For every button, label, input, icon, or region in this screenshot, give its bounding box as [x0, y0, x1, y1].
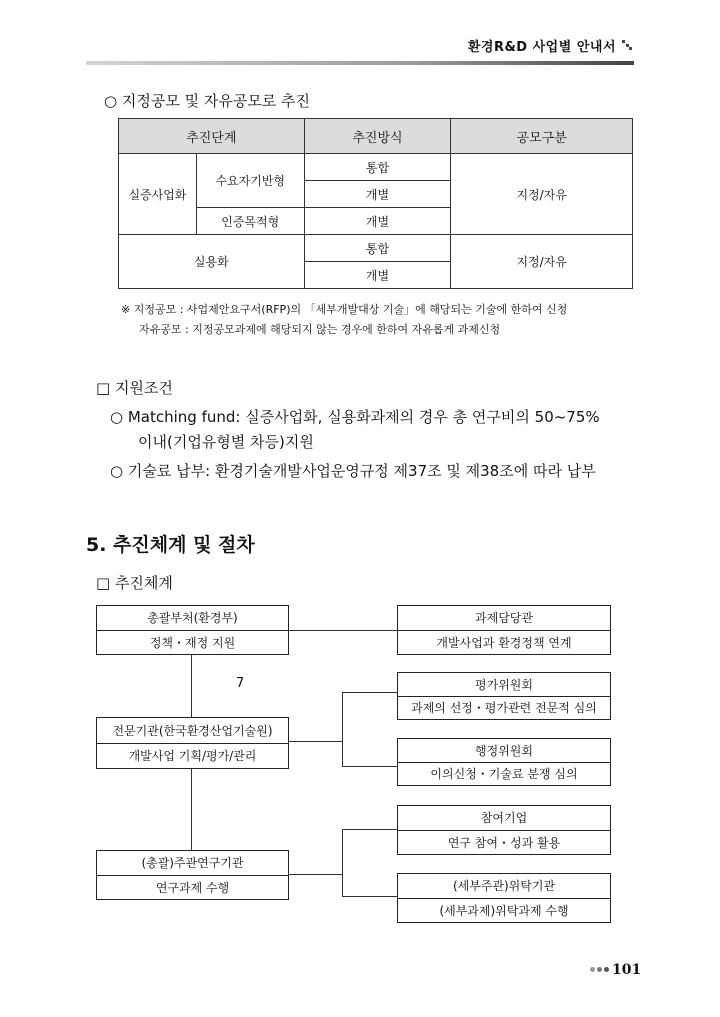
- box-role: 연구과제 수행: [97, 875, 288, 900]
- support-heading: □ 지원조건: [96, 379, 173, 397]
- box-role: 정책・재정 지원: [97, 630, 288, 655]
- intro-bullet: ○ 지정공모 및 자유공모로 추진: [104, 92, 311, 110]
- connector-line: [342, 692, 343, 767]
- box-title: (세부주관)위탁기관: [452, 879, 556, 894]
- box-title: 참여기업: [480, 811, 528, 826]
- substage-certification: 인증목적형: [196, 208, 304, 235]
- header-ornament-icon: [622, 40, 632, 50]
- support-item-royalty: ○ 기술료 납부: 환경기술개발사업운영규정 제37조 및 제38조에 따라 납부: [110, 462, 596, 480]
- box-title: 과제담당관: [475, 611, 533, 626]
- box-title: 행정위원회: [475, 743, 533, 758]
- diagram-marker: 7: [236, 676, 245, 691]
- note-free: 자유공모 : 지정공모과제에 해당되지 않는 경우에 한하여 자유롭게 과제신청: [139, 323, 501, 336]
- box-title: (총괄)주관연구기관: [141, 856, 244, 871]
- structure-heading: □ 추진체계: [96, 574, 173, 592]
- box-title: 총괄부처(환경부): [147, 611, 238, 626]
- connector-line: [342, 829, 343, 897]
- running-header-title: 환경R&D 사업별 안내서: [467, 40, 616, 55]
- substage-demand: 수요자기반형: [196, 154, 304, 208]
- connector-line: [342, 829, 397, 830]
- page-dots-icon: [590, 967, 609, 972]
- box-role: (세부과제)위탁과제 수행: [398, 898, 610, 923]
- box-lead-institution: [96, 850, 289, 900]
- box-evaluation-committee: [397, 672, 611, 720]
- stage-demonstration: 실증사업화: [119, 154, 197, 235]
- box-agency: [96, 717, 289, 769]
- connector-line: [288, 630, 397, 631]
- connector-line: [342, 692, 397, 693]
- procurement-table: [118, 118, 633, 289]
- connector-line: [342, 896, 397, 897]
- connector-line: [288, 874, 343, 875]
- table-header-stage: 추진단계: [119, 119, 305, 154]
- box-role: 과제의 선정・평가관련 전문적 심의: [398, 696, 610, 720]
- header-rule: [86, 61, 634, 65]
- box-role: 연구 참여・성과 활용: [398, 830, 610, 855]
- connector-line: [342, 766, 397, 767]
- page-number: 101: [612, 962, 642, 978]
- method-cell: 통합: [304, 235, 451, 262]
- box-role: 개발사업 기획/평가/관리: [97, 743, 288, 769]
- box-participating-company: [397, 805, 611, 855]
- method-cell: 개별: [304, 262, 451, 289]
- box-ministry: [96, 605, 289, 655]
- support-item-matching: ○ Matching fund: 실증사업화, 실용화과제의 경우 총 연구비의 50~75%: [110, 408, 600, 426]
- section-title: 5. 추진체계 및 절차: [86, 534, 255, 556]
- box-commissioned-institution: [397, 873, 611, 923]
- method-cell: 개별: [304, 181, 451, 208]
- note-designated: ※ 지정공모 : 사업제안요구서(RFP)의 「세부개발대상 기술」에 해당되는 기술에 한하여 신청: [121, 303, 568, 316]
- box-title: 평가위원회: [475, 677, 533, 692]
- table-header-method: 추진방식: [304, 119, 451, 154]
- box-title: 전문기관(한국환경산업기술원): [112, 723, 273, 738]
- type-cell: 지정/자유: [451, 235, 633, 289]
- connector-line: [191, 655, 192, 718]
- connector-line: [191, 768, 192, 850]
- connector-line: [288, 741, 343, 742]
- stage-practical: 실용화: [119, 235, 305, 289]
- method-cell: 통합: [304, 154, 451, 181]
- box-role: 개발사업과 환경정책 연계: [398, 630, 610, 655]
- box-admin-committee: [397, 738, 611, 786]
- support-item-matching-cont: 이내(기업유형별 차등)지원: [138, 433, 314, 451]
- box-role: 이의신청・기술료 분쟁 심의: [398, 762, 610, 786]
- box-task-manager: [397, 605, 611, 655]
- method-cell: 개별: [304, 208, 451, 235]
- type-cell: 지정/자유: [451, 154, 633, 235]
- table-header-type: 공모구분: [451, 119, 633, 154]
